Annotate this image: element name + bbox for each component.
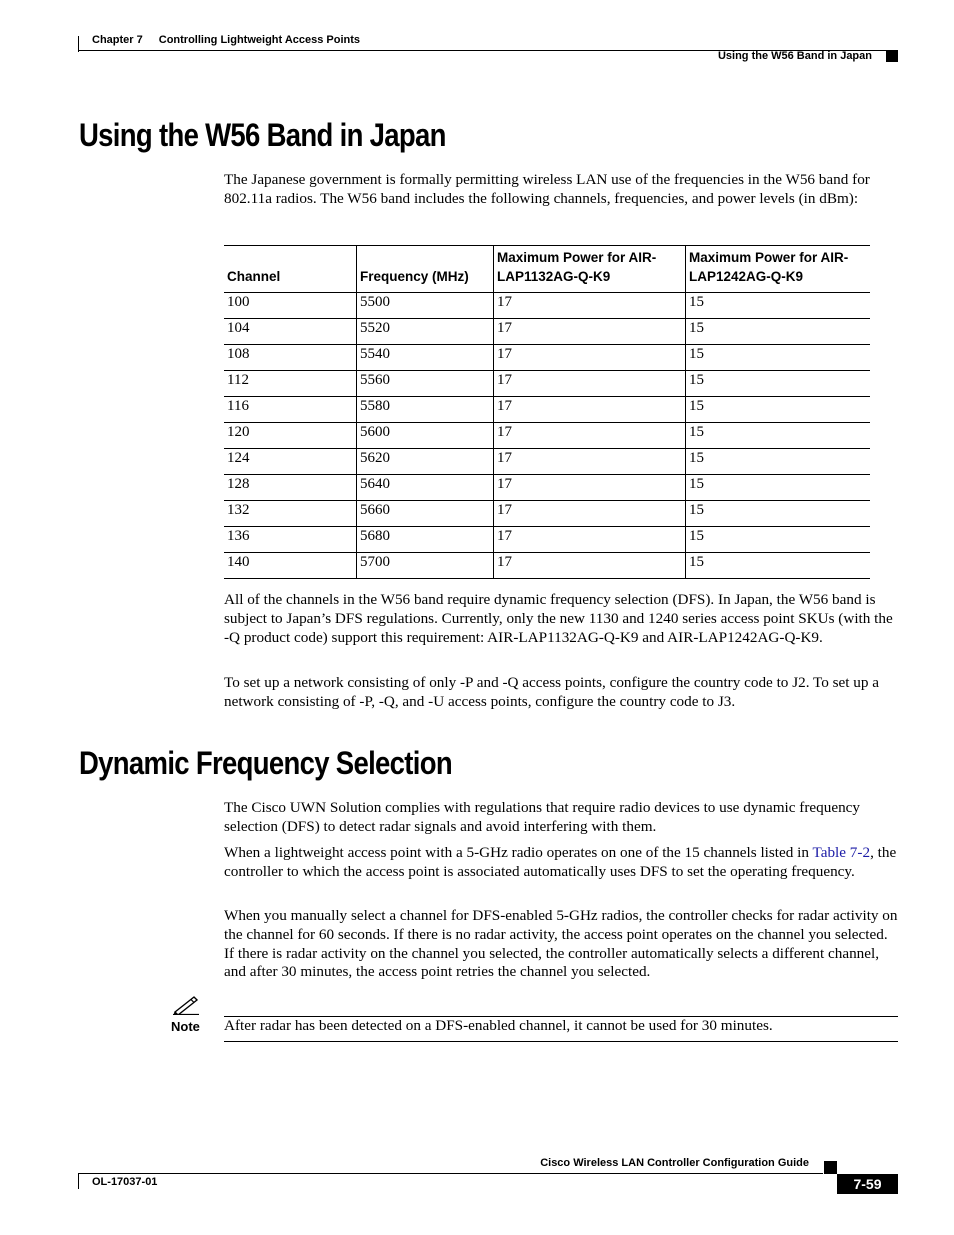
section-title-w56: Using the W56 Band in Japan [79, 117, 446, 153]
cell-power-1242: 15 [686, 553, 871, 579]
table-row [224, 423, 870, 449]
cell-power-1132: 17 [494, 553, 686, 579]
header-power-1242: Maximum Power for AIR-LAP1242AG-Q-K9 [686, 246, 871, 293]
cell-power-1242: 15 [686, 449, 871, 475]
cell-power-1132: 17 [494, 449, 686, 475]
cell-frequency: 5560 [357, 371, 494, 397]
cell-channel: 132 [224, 501, 357, 527]
cell-power-1242: 15 [686, 345, 871, 371]
cell-power-1242: 15 [686, 319, 871, 345]
section-title-dfs: Dynamic Frequency Selection [79, 745, 452, 781]
cell-channel: 108 [224, 345, 357, 371]
cell-channel: 128 [224, 475, 357, 501]
table-row [224, 345, 870, 371]
w56-channel-table [224, 245, 870, 579]
dfs-intro-paragraph: The Cisco UWN Solution complies with regulations that require radio devices to use dynamic frequency selection (DFS) to detect radar signals and avoid interfering with them. [224, 799, 861, 835]
header-power-1132: Maximum Power for AIR-LAP1132AG-Q-K9 [494, 246, 686, 293]
table-row [224, 397, 870, 423]
cell-frequency: 5520 [357, 319, 494, 345]
cell-frequency: 5700 [357, 553, 494, 579]
pencil-note-icon [172, 993, 200, 1020]
cell-channel: 140 [224, 553, 357, 579]
chapter-title: Controlling Lightweight Access Points [158, 34, 361, 46]
cell-channel: 104 [224, 319, 357, 345]
note-label: Note [171, 1019, 200, 1034]
dfs-channels-text-before: When a lightweight access point with a 5-GHz radio operates on one of the 15 channels listed in [224, 844, 813, 861]
header-frequency: Frequency (MHz) [357, 246, 494, 293]
cell-frequency: 5660 [357, 501, 494, 527]
cell-power-1132: 17 [494, 475, 686, 501]
cell-power-1132: 17 [494, 371, 686, 397]
chapter-number: Chapter 7 [92, 34, 143, 46]
table-row [224, 371, 870, 397]
cell-frequency: 5600 [357, 423, 494, 449]
footer-rule-vertical [78, 1173, 79, 1189]
dfs-channels-text-after: , the controller to which the access point is associated automatically uses DFS to set the operating frequency. [224, 844, 897, 880]
cell-channel: 112 [224, 371, 357, 397]
footer-doc-number: OL-17037-01 [92, 1176, 158, 1188]
cell-power-1242: 15 [686, 501, 871, 527]
table-row [224, 553, 870, 579]
cell-power-1132: 17 [494, 397, 686, 423]
country-code-paragraph: To set up a network consisting of only -P and -Q access points, configure the country code to J2. To set up a network consisting of -P, -Q, and -U access points, configure the country code to J3. [224, 674, 880, 710]
running-header-section: Using the W56 Band in Japan [717, 50, 872, 62]
cell-power-1242: 15 [686, 397, 871, 423]
cell-power-1242: 15 [686, 423, 871, 449]
cell-channel: 120 [224, 423, 357, 449]
table-row [224, 293, 870, 319]
dfs-requirement-paragraph: All of the channels in the W56 band require dynamic frequency selection (DFS). In Japan, the W56 band is subject to Japan’s DFS regulations. Currently, only the new 1130 and 1240 series access point SKUs (with the -Q product code) support this requirement: AIR-LAP1132AG-Q-K9 and AIR-LAP1242AG-Q-K9. [224, 591, 893, 646]
cell-frequency: 5580 [357, 397, 494, 423]
cell-frequency: 5540 [357, 345, 494, 371]
footer-marker-block [824, 1161, 837, 1174]
page-number: 7-59 [837, 1174, 898, 1194]
w56-intro-paragraph: The Japanese government is formally permitting wireless LAN use of the frequencies in the W56 band for 802.11a radios. The W56 band includes the following channels, frequencies, and power levels (in dBm): [224, 171, 870, 207]
header-marker-block [886, 50, 898, 62]
dfs-channels-paragraph [224, 844, 898, 882]
running-header-chapter [92, 34, 376, 46]
cell-power-1132: 17 [494, 345, 686, 371]
cell-power-1242: 15 [686, 371, 871, 397]
cell-power-1132: 17 [494, 293, 686, 319]
footer-rule [78, 1173, 823, 1174]
cell-frequency: 5640 [357, 475, 494, 501]
table-body [224, 293, 870, 579]
table-row [224, 527, 870, 553]
note-rule-bottom [224, 1041, 898, 1042]
cell-power-1132: 17 [494, 423, 686, 449]
table-row [224, 475, 870, 501]
cell-frequency: 5680 [357, 527, 494, 553]
header-channel: Channel [224, 246, 357, 293]
table-row [224, 319, 870, 345]
footer-guide-title: Cisco Wireless LAN Controller Configuration Guide [540, 1157, 809, 1169]
manual-channel-paragraph: When you manually select a channel for DFS-enabled 5-GHz radios, the controller checks for radar activity on the channel for 60 seconds. If there is no radar activity, the access point operates on the channel you selected. If there is radar activity on the channel you selected, the controller automatically selects a different channel, and after 30 minutes, the access point retries the channel you selected. [224, 907, 898, 981]
cell-frequency: 5620 [357, 449, 494, 475]
note-text: After radar has been detected on a DFS-enabled channel, it cannot be used for 30 minutes. [224, 1017, 773, 1034]
table-row [224, 449, 870, 475]
cell-power-1132: 17 [494, 319, 686, 345]
cell-channel: 100 [224, 293, 357, 319]
cell-channel: 136 [224, 527, 357, 553]
cell-power-1132: 17 [494, 527, 686, 553]
cell-frequency: 5500 [357, 293, 494, 319]
cell-power-1242: 15 [686, 475, 871, 501]
table-row [224, 501, 870, 527]
table-header-row [224, 246, 870, 293]
cell-channel: 124 [224, 449, 357, 475]
cell-power-1242: 15 [686, 293, 871, 319]
cell-power-1132: 17 [494, 501, 686, 527]
table-7-2-link[interactable]: Table 7-2 [812, 844, 871, 861]
cell-power-1242: 15 [686, 527, 871, 553]
cell-channel: 116 [224, 397, 357, 423]
